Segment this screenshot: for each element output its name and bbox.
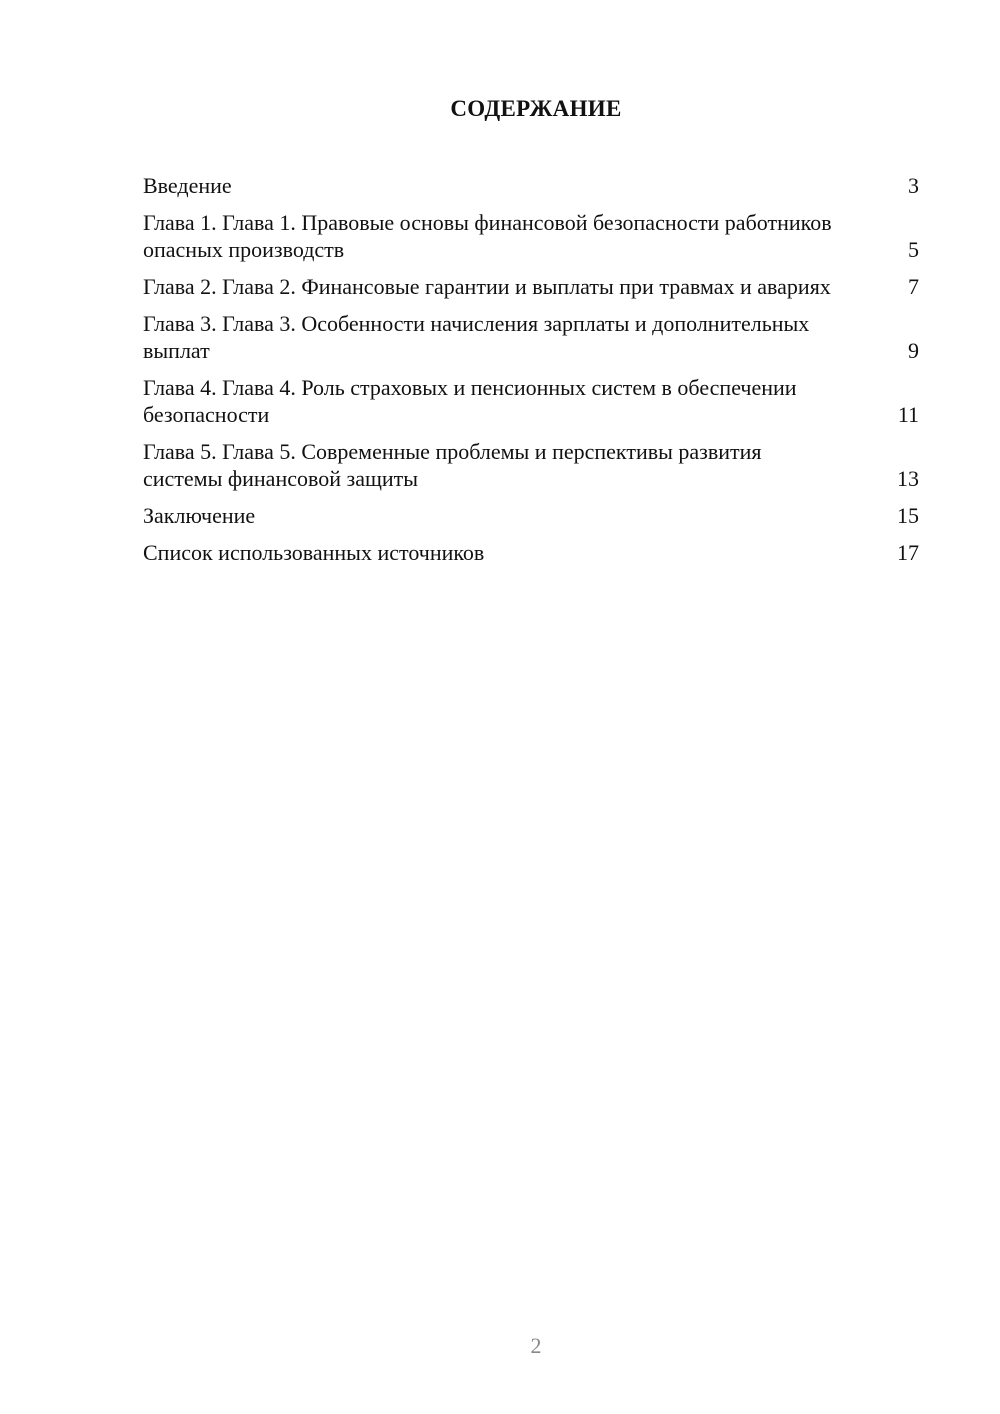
toc-entry-page: 11 xyxy=(897,402,919,427)
toc-entry-chapter-4[interactable] xyxy=(143,374,919,428)
toc-entry-text: Глава 5. Глава 5. Современные проблемы и перспективы развития системы финансовой защиты xyxy=(143,439,762,491)
toc-entry-chapter-3[interactable] xyxy=(143,310,919,364)
toc-entry-chapter-2[interactable] xyxy=(143,273,919,300)
toc-entry-page: 7 xyxy=(908,274,919,299)
toc-entry-page: 15 xyxy=(897,503,919,528)
toc-entry-text: Глава 3. Глава 3. Особенности начисления зарплаты и дополнительных выплат xyxy=(143,311,810,363)
toc-entry-page: 5 xyxy=(908,237,919,262)
toc-entry-text: Глава 4. Глава 4. Роль страховых и пенсионных систем в обеспечении безопасности xyxy=(143,375,797,427)
toc-entry-chapter-5[interactable] xyxy=(143,438,919,492)
toc-entry-introduction[interactable] xyxy=(143,172,919,199)
toc-entry-page: 13 xyxy=(897,466,919,491)
toc-entry-page: 17 xyxy=(897,540,919,565)
toc-entry-text: Глава 1. Глава 1. Правовые основы финансовой безопасности работников опасных производств xyxy=(143,210,832,262)
toc-entry-text: Глава 2. Глава 2. Финансовые гарантии и выплаты при травмах и авариях xyxy=(143,274,831,299)
toc-entry-chapter-1[interactable] xyxy=(143,209,919,263)
toc-entry-page: 3 xyxy=(908,173,919,198)
toc-entry-text: Введение xyxy=(143,173,232,198)
table-of-contents xyxy=(143,172,919,576)
toc-entry-text: Список использованных источников xyxy=(143,540,485,565)
toc-entry-references[interactable] xyxy=(143,539,919,566)
toc-title: СОДЕРЖАНИЕ xyxy=(450,96,622,121)
toc-entry-page: 9 xyxy=(908,338,919,363)
page-number: 2 xyxy=(530,1333,542,1358)
toc-entry-conclusion[interactable] xyxy=(143,502,919,529)
toc-entry-text: Заключение xyxy=(143,503,256,528)
